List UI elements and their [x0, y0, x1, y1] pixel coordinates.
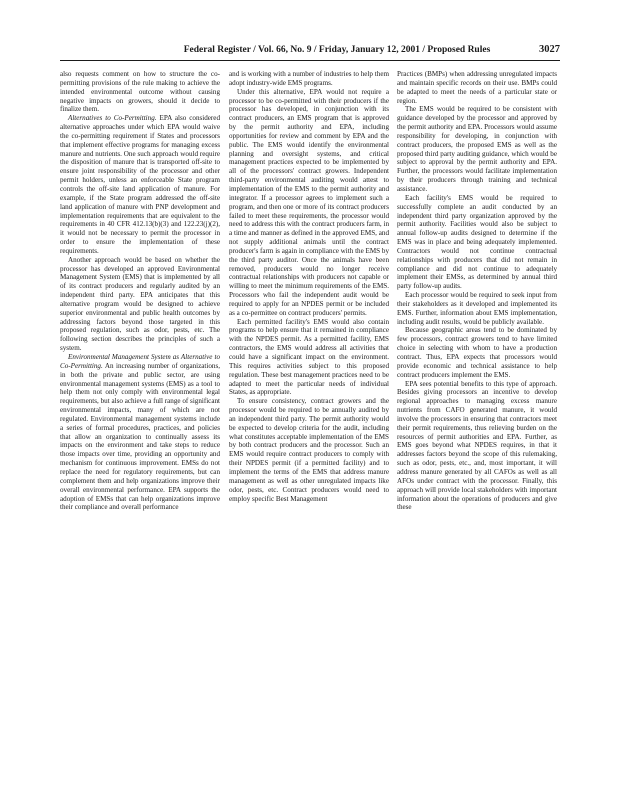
body-paragraph [229, 70, 389, 88]
body-paragraph [60, 70, 220, 114]
body-paragraph [397, 380, 557, 513]
text-column-2 [229, 70, 389, 782]
body-paragraph [229, 88, 389, 318]
paragraph-text: Another approach would be based on whether the processor has developed an approved Environmental Management System (EMS) that is implemented by all of its contract producers and regularly audited by an independent third party. EPA anticipates that this alternative program would be designed to achieve superior environmental and public health outcomes by addressing factors beyond those targeted in this proposed regulation, such as odor, pests, etc. The following section describes the principles of such a system. [60, 255, 220, 353]
paragraph-text: Under this alternative, EPA would not require a processor to be co-permitted with their producers if the processor has developed, in conjunction with its contract producers, an EMS program that is approved by the permit authority and EPA, including opportunities for review and comment by EPA and the public. The EMS would identify the environmental planning and oversight systems, and critical management practices expected to be implemented by all of the processors' contract growers. Independent third-party environmental auditing would attest to implementation of the EMS to the permit authority and integrator. If a processor agrees to implement such a program, and then one or more of its contract producers failed to meet these requirements, the processor would need to address this with the contract producers farm, in a time and manner as defined in the approved EMS, and not supply additional animals until the contract producer's farm is again in compliance with the EMS by the third party auditor. Once the animals have been removed, producers would no longer receive contractual relationships with producers not capable or willing to meet the minimum requirements of the EMS. Processors who fail the independent audit would be required to apply for an NPDES permit or be included as a co-permittee on contract producers' permits. [229, 87, 389, 317]
paragraph-text: Because geographic areas tend to be dominated by few processors, contract growers tend to have limited choice in selecting with whom to have a production contract. Thus, EPA expects that processors would provide economic and technical assistance to help contract producers implement the EMS. [397, 326, 557, 379]
paragraph-text: EPA sees potential benefits to this type of approach. Besides giving processors an incentive to develop regional approaches to managing excess manure nutrients from CAFO generated manure, it would involve the processors in ensuring that contractors meet their permit requirements, thus relieving burden on the resources of permit authorities and EPA. Further, as EMS goes beyond what NPDES requires, in that it addresses factors beyond the scope of this rulemaking, such as odor, pests, etc., and, most important, it will address manure generated by all CAFOs as well as all AFOs under contract with the processor. Finally, this approach will provide local stakeholders with important information about the operations of producers and give these [397, 379, 557, 512]
paragraph-subheading: Alternatives to Co-Permitting. [68, 114, 157, 123]
body-paragraph [397, 194, 557, 291]
paragraph-text: To ensure consistency, contract growers and the processor would be required to be annually audited by an independent third party. The permit authority would be expected to develop criteria for the audit, including what constitutes acceptable implementation of the EMS by both contract producers and the processor. Such an EMS would require contract producers to comply with their NPDES permit (if a permitted facility) and to implement the terms of the EMS that address manure management as well as other unregulated impacts like odor, pests, etc. Contract producers would need to employ specific Best Management [229, 397, 389, 503]
paragraph-text: The EMS would be required to be consistent with guidance developed by the processor and approved by the permit authority and EPA. Processors would assume responsibility for developing, in conjunction with contract producers, the proposed EMS as well as the proposed third party auditing guidance, which would be subject to approval by the permit authority and EPA. Further, the processors would facilitate implementation by their producers through training and technical assistance. [397, 105, 557, 193]
body-paragraph [229, 397, 389, 503]
running-head-title: Federal Register / Vol. 66, No. 9 / Friday, January 12, 2001 / Proposed Rules [183, 45, 491, 55]
body-paragraph [60, 256, 220, 353]
text-column-3 [397, 70, 557, 782]
page-number: 3027 [539, 44, 560, 55]
paragraph-text: Practices (BMPs) when addressing unregulated impacts and maintain specific records on their use. BMPs could be adapted to meet the needs of a particular state or region. [397, 70, 557, 105]
body-paragraph [60, 114, 220, 256]
paragraph-text: Each facility's EMS would be required to successfully complete an audit conducted by an independent third party organization approved by the permit authority. Facilities would also be subject to annual follow-up audits designed to determine if the EMS was in place and being adequately implemented. Contractors would not continue contractual relationships with producers that did not remain in compliance and did not continue to adequately implement their EMSs, as determined by annual third party follow-up audits. [397, 193, 557, 291]
body-paragraph [60, 353, 220, 512]
running-header [60, 44, 560, 61]
body-paragraph [397, 105, 557, 193]
paragraph-subheading: Environmental Management System as Alternative to Co-Permitting. [60, 353, 220, 370]
body-paragraph [397, 291, 557, 326]
paragraph-text: also requests comment on how to structure the co-permitting provisions of the rule making to achieve the intended environmental outcome without causing negative impacts on growers, should it decide to finalize them. [60, 70, 220, 114]
text-column-1 [60, 70, 220, 782]
body-paragraph [397, 326, 557, 379]
paragraph-text: and is working with a number of industries to help them adopt industry-wide EMS programs. [229, 70, 389, 87]
paragraph-text: Each processor would be required to seek input from their stakeholders as it developed and implemented its EMS. Further, information about EMS implementation, including audit results, would be publicly available. [397, 291, 557, 326]
body-paragraph [229, 318, 389, 398]
paragraph-text: Each permitted facility's EMS would also contain programs to help ensure that it remained in compliance with the NPDES permit. As a permitted facility, EMS contractors, the EMS would address all activities that could have a significant impact on the environment. This requires activities subject to this proposed regulation. These best management practices need to be adapted to meet the particular needs of individual States, as appropriate. [229, 317, 389, 397]
paragraph-text: An increasing number of organizations, in both the private and public sector, are using environmental management systems (EMS) as a tool to help them not only comply with environmental legal requirements, but also achieve a full range of significant environmental impacts, many of which are not regulated. Environmental management systems include a series of formal procedures, practices, and policies that allow an organization to continually assess its impacts on the environment and take steps to reduce those impacts over time, providing an opportunity and mechanism for continuous improvement. EMSs do not replace the need for regulatory requirements, but can complement them and help organizations improve their overall environmental performance. EPA supports the adoption of EMSs that can help organizations improve their compliance and overall performance [60, 361, 220, 512]
paragraph-text: EPA also considered alternative approaches under which EPA would waive the co-permitting requirement if States and processors that implement effective programs for managing excess manure and nutrients. One such approach would require the disposition of manure that is transported off-site to ensure joint responsibility of the processor and other permit holders, unless an enforceable State program controls the off-site land application of manure. For example, if the State program addressed the off-site land application of manure with PNP development and implementation requirements that are equivalent to the requirements in 40 CFR 412.13(b)(3) and 122.23(j)(2), it would not be necessary to permit the processor in order to ensure the implementation of these requirements. [60, 114, 220, 255]
body-paragraph [397, 70, 557, 105]
